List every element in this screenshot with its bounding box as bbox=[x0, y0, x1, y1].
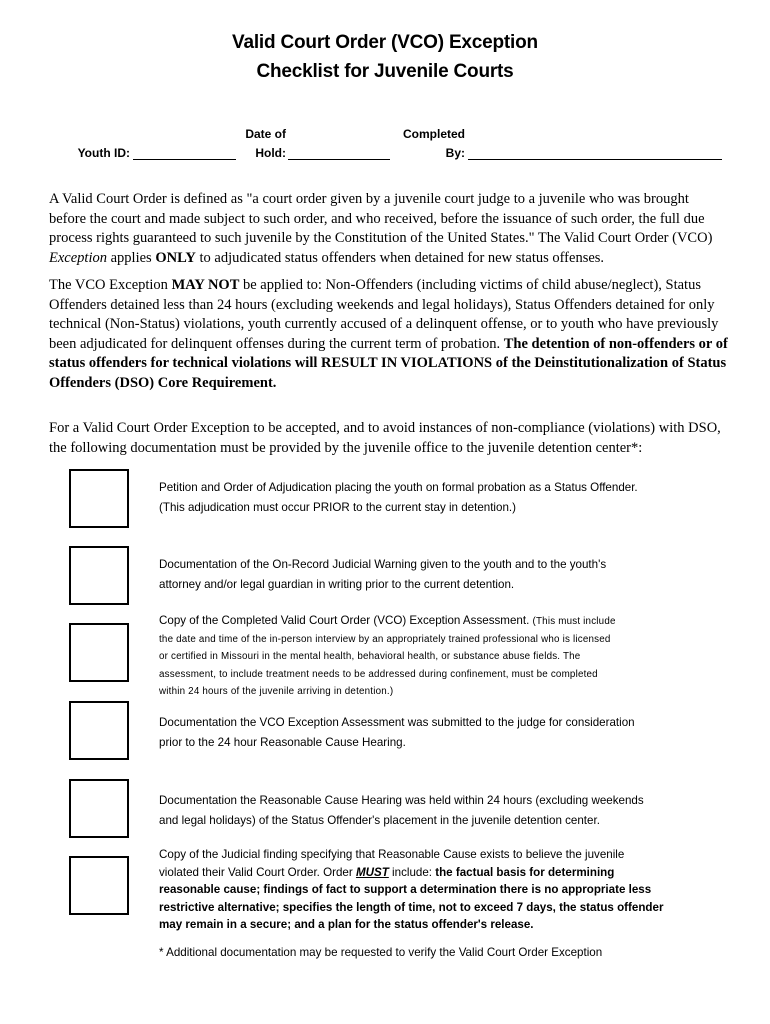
checkbox-assessment-submitted[interactable] bbox=[69, 701, 129, 760]
vco-definition-paragraph bbox=[49, 190, 729, 268]
para1-italic: Exception bbox=[49, 249, 107, 266]
item6-bold5: may remain in a secure; and a plan for the status offender's release. bbox=[159, 918, 534, 931]
date-of-hold-label-line1: Date of bbox=[245, 127, 286, 141]
para2-bold-may-not: MAY NOT bbox=[171, 277, 240, 293]
item3-small-4: assessment, to include treatment needs to be addressed during confinement, must be completed bbox=[159, 668, 598, 680]
checkbox-reasonable-cause-hearing[interactable] bbox=[69, 779, 129, 838]
item5-line2: and legal holidays) of the Status Offender's placement in the juvenile detention center. bbox=[159, 813, 600, 827]
item4-line2: prior to the 24 hour Reasonable Cause Hearing. bbox=[159, 735, 406, 749]
document-title: Valid Court Order (VCO) Exception bbox=[232, 32, 538, 53]
item2-line1: Documentation of the On-Record Judicial Warning given to the youth and to the youth's bbox=[159, 558, 607, 571]
para1-text2: applies bbox=[106, 249, 156, 266]
checkbox-adjudication[interactable] bbox=[69, 469, 129, 528]
item3-small-3: or certified in Missouri in the mental health, behavioral health, or substance abuse fields. The bbox=[159, 651, 581, 662]
completed-by-field[interactable] bbox=[468, 143, 722, 160]
checklist-item-judicial-warning bbox=[159, 555, 739, 594]
item6-bold3: reasonable cause; findings of fact to support a determination there is no appropriate less bbox=[159, 883, 652, 896]
para2-bold-violation: The detention of non-offenders or of status offenders for technical violations will RESULT IN VIOLATIONS of the Deinstitutionalization of Status Offenders (DSO) Core Requirement. bbox=[49, 335, 728, 391]
date-of-hold-field[interactable] bbox=[288, 143, 390, 160]
item4-line1: Documentation the VCO Exception Assessment was submitted to the judge for consideration bbox=[159, 716, 635, 729]
item6-line2b: include: bbox=[388, 865, 436, 879]
item6-line1: Copy of the Judicial finding specifying that Reasonable Cause exists to believe the juvenile bbox=[159, 848, 625, 861]
item6-must: MUST bbox=[355, 865, 389, 879]
para1-text: A Valid Court Order is defined as "a court order given by a juvenile court judge to a juvenile who was brought before the court and made subject to such order, and who received, before the issuance of such order, the full due process rights guaranteed to such juvenile by the Constitution of the United States." The Valid Court Order (VCO) bbox=[49, 191, 713, 246]
checklist-item-assessment-submitted bbox=[159, 713, 739, 752]
item3-main: Copy of the Completed Valid Court Order (VCO) Exception Assessment. bbox=[159, 614, 533, 627]
item1-line1: Petition and Order of Adjudication placing the youth on formal probation as a Status Offender. bbox=[159, 481, 638, 494]
vco-exclusions-paragraph bbox=[49, 276, 729, 393]
date-of-hold-label-line2: Hold: bbox=[255, 146, 286, 160]
footnote: * Additional documentation may be requested to verify the Valid Court Order Exception bbox=[159, 946, 603, 959]
completed-by-label-line1: Completed bbox=[402, 127, 465, 141]
youth-id-field[interactable] bbox=[133, 143, 236, 160]
checkbox-judicial-warning[interactable] bbox=[69, 546, 129, 605]
item3-small-5: within 24 hours of the juvenile arriving in detention.) bbox=[159, 686, 394, 697]
item3-small-1: (This must include bbox=[532, 616, 616, 627]
checklist-item-adjudication bbox=[159, 478, 739, 517]
item3-small-2: the date and time of the in-person interview by an appropriately trained professional who is licensed bbox=[159, 633, 611, 645]
item6-bold4: restrictive alternative; specifies the length of time, not to exceed 7 days, the status offender bbox=[159, 900, 664, 914]
checklist-item-judicial-finding bbox=[159, 846, 739, 934]
item2-line2: attorney and/or legal guardian in writing prior to the current detention. bbox=[159, 577, 515, 591]
item5-line1: Documentation the Reasonable Cause Hearing was held within 24 hours (excluding weekends bbox=[159, 794, 644, 807]
checkbox-vco-assessment[interactable] bbox=[69, 623, 129, 682]
para1-bold: ONLY bbox=[155, 249, 196, 266]
para2-text2: be applied to: Non-Offenders (including victims of child abuse/neglect), Status Offenders detained less than 24 hours (excluding weekends and legal holidays), Status Offenders detained for only technical (Non-Status) violations, youth currently accused of a delinquent offense, or to youth who have previously been adjudicated for delinquent offenses during the current term of probation. bbox=[49, 277, 719, 352]
para2-text: The VCO Exception bbox=[49, 277, 172, 293]
para1-text3: to adjudicated status offenders when detained for new status offenses. bbox=[195, 249, 605, 266]
documentation-intro-paragraph: For a Valid Court Order Exception to be accepted, and to avoid instances of non-compliance (violations) with DSO, the following documentation must be provided by the juvenile office to the juvenile detention center*: bbox=[49, 420, 721, 456]
checklist-item-vco-assessment bbox=[159, 611, 739, 701]
completed-by-label-line2: By: bbox=[445, 146, 465, 160]
item6-bold2: the factual basis for determining bbox=[435, 865, 615, 879]
checklist-item-reasonable-cause-hearing bbox=[159, 791, 739, 830]
item1-line2: (This adjudication must occur PRIOR to the current stay in detention.) bbox=[159, 500, 516, 514]
item6-line2a: violated their Valid Court Order. Order bbox=[159, 865, 356, 879]
document-subtitle: Checklist for Juvenile Courts bbox=[256, 61, 514, 82]
checkbox-judicial-finding[interactable] bbox=[69, 856, 129, 915]
youth-id-label: Youth ID: bbox=[77, 146, 130, 160]
